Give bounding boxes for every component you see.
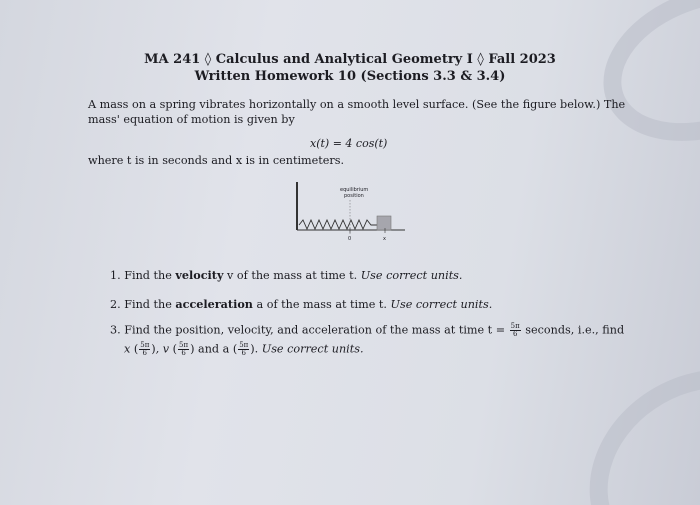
axis-x-label: x	[383, 236, 386, 242]
page-shadow-bottom	[552, 329, 700, 505]
equilibrium-label: equilibrium	[340, 187, 369, 193]
units-note: where t is in seconds and x is in centimeters.	[88, 154, 345, 167]
question-number: 3.	[110, 323, 121, 337]
question-keyword: acceleration	[175, 297, 253, 311]
equation-of-motion: x(t) = 4 cos(t)	[310, 137, 388, 150]
page-shadow-top	[582, 0, 700, 169]
acceleration-symbol: and a	[194, 342, 230, 356]
question-text-mid: a of the mass at time t.	[252, 298, 391, 311]
units-instruction: Use correct units.	[390, 298, 493, 311]
question-text: Find the	[124, 298, 176, 311]
fraction: $\frac{5\pi}{6}$	[239, 341, 249, 357]
mass-block	[377, 216, 391, 230]
question-text-post: seconds, i.e., find	[521, 323, 625, 337]
question-text: Find the position, velocity, and acceleration of the mass at time t =	[124, 323, 509, 337]
question-2	[110, 297, 492, 311]
velocity-symbol: , v	[155, 342, 170, 356]
fraction: $\frac{5\pi}{6}$	[140, 341, 150, 357]
intro-line-2: mass' equation of motion is given by	[88, 113, 295, 126]
question-text: Find the	[124, 269, 176, 282]
spring	[299, 220, 377, 229]
question-number: 2.	[110, 298, 121, 311]
units-instruction: Use correct units.	[261, 342, 364, 356]
question-text-mid: v of the mass at time t.	[223, 269, 361, 282]
title-line-2: Written Homework 10 (Sections 3.3 & 3.4)	[194, 69, 506, 84]
question-1	[110, 268, 462, 282]
fraction: $\frac{5\pi}{6}$	[510, 322, 520, 338]
spring-figure	[290, 180, 420, 255]
intro-line-1: A mass on a spring vibrates horizontally on a smooth level surface. (See the figure below.) The	[88, 98, 626, 111]
fraction: $\frac{5\pi}{6}$	[179, 341, 189, 357]
position-label: position	[344, 193, 364, 199]
axis-zero-label: 0	[348, 236, 352, 242]
question-3	[110, 323, 624, 338]
title-line-1: MA 241 ◊ Calculus and Analytical Geometry I ◊ Fall 2023	[144, 52, 556, 67]
question-number: 1.	[110, 269, 121, 282]
position-symbol: x	[124, 342, 131, 356]
units-instruction: Use correct units.	[360, 269, 463, 282]
question-keyword: velocity	[175, 268, 224, 282]
question-3-line-2: x ( $\frac{5\pi}{6}$ ), v ( $\frac{5\pi}{6}$ ) and a ( $\frac{5\pi}{6}$ ). Use correct units.	[124, 341, 364, 357]
